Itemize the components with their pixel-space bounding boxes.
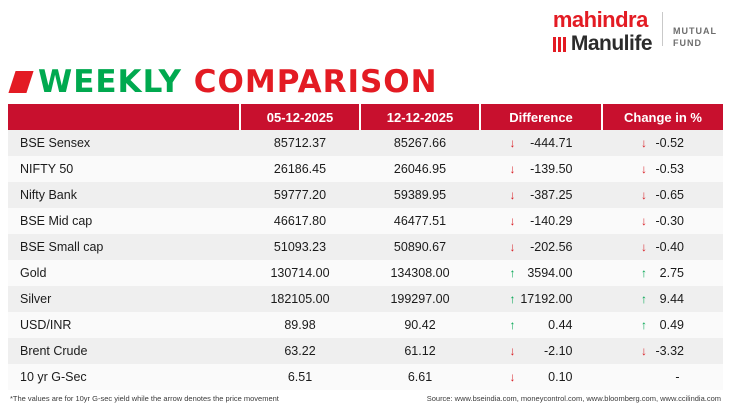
- row-change-pct: [602, 208, 723, 234]
- brand-mutual-line: MUTUAL: [673, 26, 717, 36]
- row-value-date-2: 61.12: [360, 338, 480, 364]
- row-value-date-2: 85267.66: [360, 130, 480, 156]
- arrow-down-icon: ↓: [641, 162, 647, 176]
- table-header-row: [8, 104, 723, 130]
- row-change-pct: [602, 234, 723, 260]
- page-title: [12, 64, 438, 100]
- row-label: Brent Crude: [8, 338, 240, 364]
- row-change-pct-value: -: [675, 370, 680, 384]
- row-label: USD/INR: [8, 312, 240, 338]
- row-value-date-1: 85712.37: [240, 130, 360, 156]
- table-header-date-1: 05-12-2025: [240, 104, 360, 130]
- table-header-date-2: 12-12-2025: [360, 104, 480, 130]
- arrow-down-icon: ↓: [509, 214, 516, 228]
- arrow-down-icon: ↓: [509, 240, 516, 254]
- title-text: [38, 64, 438, 100]
- row-difference: [480, 208, 602, 234]
- table-row: [8, 286, 723, 312]
- arrow-down-icon: ↓: [641, 214, 647, 228]
- table-row: [8, 156, 723, 182]
- row-difference-value: -139.50: [530, 162, 573, 176]
- row-value-date-1: 89.98: [240, 312, 360, 338]
- row-difference-value: 0.44: [548, 318, 573, 332]
- row-label: BSE Small cap: [8, 234, 240, 260]
- row-change-pct-value: 2.75: [659, 266, 684, 280]
- title-slash-icon: [8, 71, 33, 93]
- arrow-down-icon: ↓: [641, 240, 647, 254]
- row-change-pct-value: -0.53: [655, 162, 684, 176]
- row-change-pct-value: 9.44: [659, 292, 684, 306]
- row-label: 10 yr G-Sec: [8, 364, 240, 390]
- row-label: Gold: [8, 260, 240, 286]
- row-difference-value: -2.10: [544, 344, 573, 358]
- row-difference-value: -387.25: [530, 188, 573, 202]
- row-value-date-2: 59389.95: [360, 182, 480, 208]
- row-difference: [480, 182, 602, 208]
- table-row: [8, 130, 723, 156]
- row-value-date-2: 134308.00: [360, 260, 480, 286]
- arrow-up-icon: ↑: [641, 292, 647, 306]
- row-value-date-1: 51093.23: [240, 234, 360, 260]
- arrow-up-icon: ↑: [509, 266, 516, 280]
- table-row: [8, 364, 723, 390]
- row-label: NIFTY 50: [8, 156, 240, 182]
- row-difference: [480, 130, 602, 156]
- arrow-down-icon: ↓: [509, 162, 516, 176]
- brand-manulife-text: Manulife: [570, 32, 652, 56]
- row-value-date-1: 46617.80: [240, 208, 360, 234]
- brand-fund-line: FUND: [673, 37, 702, 48]
- row-change-pct: [602, 156, 723, 182]
- row-value-date-2: 90.42: [360, 312, 480, 338]
- arrow-up-icon: ↑: [509, 318, 516, 332]
- arrow-down-icon: ↓: [509, 188, 516, 202]
- brand-divider: [662, 12, 663, 46]
- row-difference-value: 0.10: [548, 370, 573, 384]
- table-header-difference: Difference: [480, 104, 602, 130]
- arrow-up-icon: ↑: [641, 266, 647, 280]
- row-label: BSE Mid cap: [8, 208, 240, 234]
- row-value-date-2: 50890.67: [360, 234, 480, 260]
- row-value-date-1: 130714.00: [240, 260, 360, 286]
- table-row: [8, 182, 723, 208]
- row-change-pct-value: -0.52: [655, 136, 684, 150]
- source-note: Source: www.bseindia.com, moneycontrol.com, www.bloomberg.com, www.ccilindia.com: [426, 394, 721, 403]
- row-change-pct: [602, 312, 723, 338]
- row-label: Nifty Bank: [8, 182, 240, 208]
- brand-manulife-row: [553, 33, 652, 55]
- table-row: [8, 208, 723, 234]
- row-change-pct-value: -0.40: [655, 240, 684, 254]
- row-change-pct-value: 0.49: [659, 318, 684, 332]
- row-difference-value: 3594.00: [527, 266, 573, 280]
- table-row: [8, 338, 723, 364]
- brand-logo: [553, 8, 717, 55]
- row-difference: [480, 364, 602, 390]
- table-row: [8, 312, 723, 338]
- row-change-pct-value: -0.65: [655, 188, 684, 202]
- row-change-pct: [602, 130, 723, 156]
- title-word-weekly: WEEKLY: [38, 64, 182, 100]
- row-value-date-1: 63.22: [240, 338, 360, 364]
- arrow-down-icon: ↓: [641, 136, 647, 150]
- row-value-date-1: 26186.45: [240, 156, 360, 182]
- arrow-down-icon: ↓: [509, 344, 516, 358]
- row-difference-value: -140.29: [530, 214, 573, 228]
- row-change-pct: [602, 260, 723, 286]
- row-change-pct: [602, 338, 723, 364]
- table-body: [8, 130, 723, 390]
- row-label: Silver: [8, 286, 240, 312]
- row-value-date-1: 59777.20: [240, 182, 360, 208]
- row-value-date-1: 6.51: [240, 364, 360, 390]
- manulife-bars-icon: [553, 37, 566, 52]
- row-change-pct-value: -0.30: [655, 214, 684, 228]
- row-difference-value: 17192.00: [520, 292, 573, 306]
- row-label: BSE Sensex: [8, 130, 240, 156]
- row-value-date-1: 182105.00: [240, 286, 360, 312]
- table-header: [8, 104, 723, 130]
- row-value-date-2: 6.61: [360, 364, 480, 390]
- arrow-down-icon: ↓: [641, 188, 647, 202]
- row-value-date-2: 46477.51: [360, 208, 480, 234]
- row-difference-value: -444.71: [530, 136, 573, 150]
- row-difference: [480, 156, 602, 182]
- row-value-date-2: 26046.95: [360, 156, 480, 182]
- row-difference-value: -202.56: [530, 240, 573, 254]
- row-change-pct: [602, 364, 723, 390]
- table-header-blank: [8, 104, 240, 130]
- row-difference: [480, 260, 602, 286]
- brand-mutual-fund-text: [673, 26, 717, 49]
- table-header-change-pct: Change in %: [602, 104, 723, 130]
- footnote: *The values are for 10yr G-sec yield while the arrow denotes the price movement: [10, 394, 279, 403]
- arrow-down-icon: ↓: [509, 136, 516, 150]
- title-word-comparison: COMPARISON: [193, 64, 438, 100]
- brand-mahindra-text: mahindra: [552, 7, 648, 32]
- table-row: [8, 234, 723, 260]
- row-change-pct-value: -3.32: [655, 344, 684, 358]
- arrow-down-icon: ↓: [509, 370, 516, 384]
- row-value-date-2: 199297.00: [360, 286, 480, 312]
- table-row: [8, 260, 723, 286]
- row-change-pct: [602, 286, 723, 312]
- row-difference: [480, 286, 602, 312]
- row-difference: [480, 312, 602, 338]
- arrow-down-icon: ↓: [641, 344, 647, 358]
- arrow-up-icon: ↑: [509, 292, 516, 306]
- brand-wordmark: [553, 8, 652, 55]
- arrow-up-icon: ↑: [641, 318, 647, 332]
- row-change-pct: [602, 182, 723, 208]
- row-difference: [480, 338, 602, 364]
- row-difference: [480, 234, 602, 260]
- comparison-table: [8, 104, 723, 390]
